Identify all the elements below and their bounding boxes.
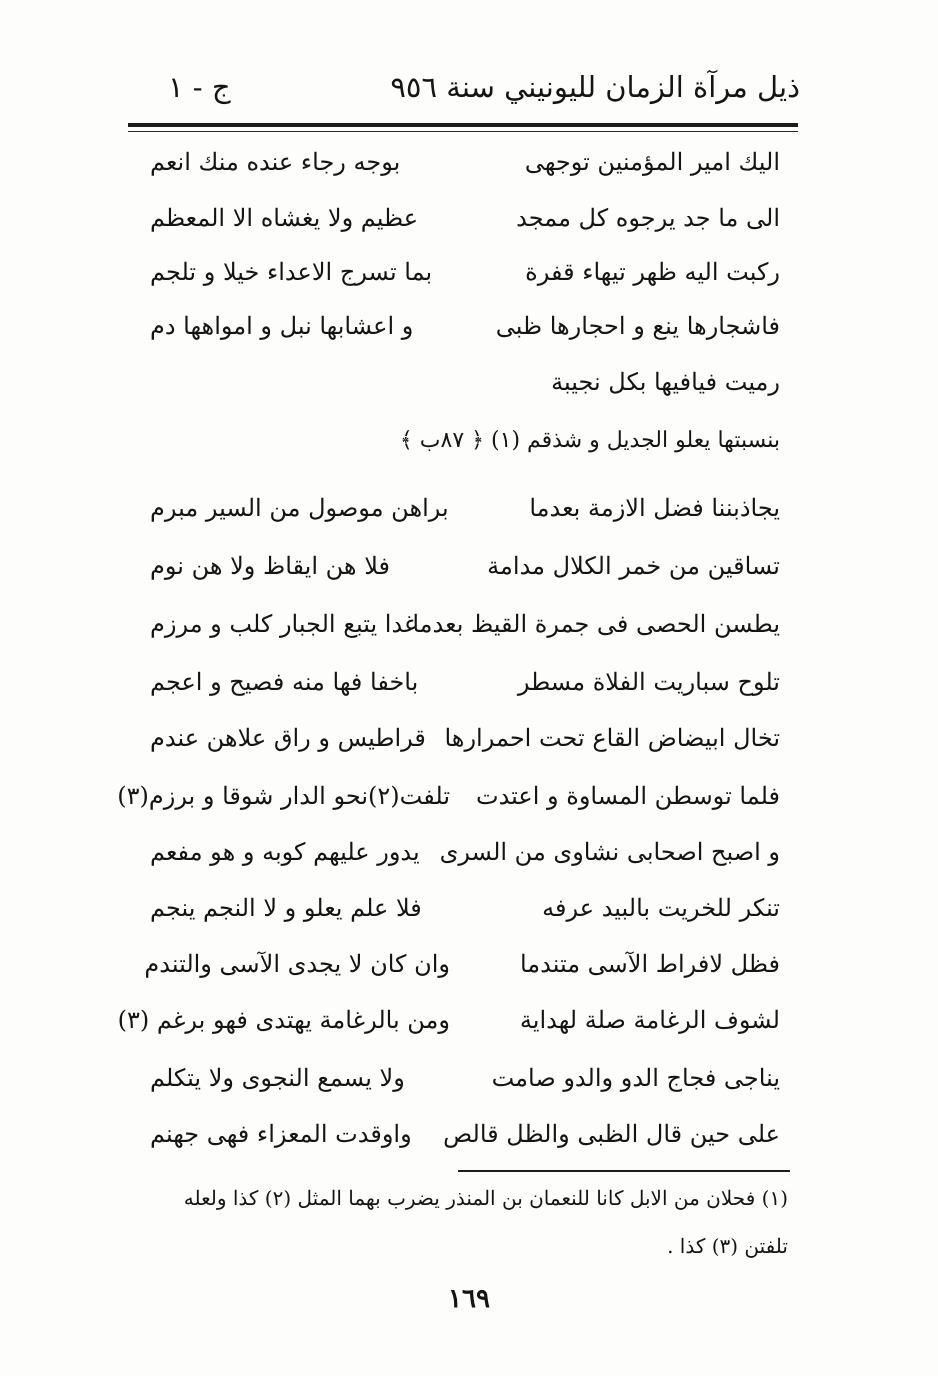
volume-label: ج - ١ — [168, 70, 231, 104]
page-number: ١٦٩ — [448, 1284, 490, 1314]
verse-second-hemistich: قراطيس و راق علاهن عندم — [150, 724, 426, 752]
verse-line — [150, 552, 780, 592]
verse-line — [150, 312, 780, 352]
verse-line — [150, 838, 780, 878]
footnote-rule — [458, 1170, 790, 1172]
verse-second-hemistich: براهن موصول من السير مبرم — [150, 494, 449, 522]
verse-first-hemistich: فظل لافراط الآسى متندما — [519, 950, 780, 978]
verse-second-hemistich: تلفت(٢)نحو الدار شوقا و برزم(٣) — [117, 782, 450, 810]
verse-first-hemistich: اليك امير المؤمنين توجهى — [524, 148, 780, 176]
verse-line — [117, 782, 780, 822]
verse-line — [150, 368, 780, 408]
verse-line — [150, 610, 780, 650]
verse-second-hemistich: غدا يتبع الجبار كلب و مرزم — [150, 610, 417, 638]
verse-first-hemistich: يناجى فجاج الدو والدو صامت — [491, 1064, 780, 1092]
header-rule-thin — [128, 131, 798, 132]
verse-line — [150, 494, 780, 534]
verse-first-hemistich: ركبت اليه ظهر تيهاء قفرة — [525, 258, 780, 286]
verse-second-hemistich: واوقدت المعزاء فهى جهنم — [150, 1120, 412, 1148]
verse-second-hemistich: عظيم ولا يغشاه الا المعظم — [150, 204, 419, 232]
verse-line — [144, 950, 780, 990]
verse-first-hemistich: يجاذبننا فضل الازمة بعدما — [529, 494, 780, 522]
verse-second-hemistich: ولا يسمع النجوى ولا يتكلم — [150, 1064, 405, 1092]
verse-line — [117, 1006, 780, 1046]
verse-first-hemistich: يطسن الحصى فى جمرة القيظ بعدما — [412, 610, 780, 638]
header-rule — [128, 123, 798, 127]
verse-second-hemistich: وان كان لا يجدى الآسى والتندم — [144, 950, 450, 978]
verse-second-hemistich: باخفا فها منه فصيح و اعجم — [150, 668, 419, 696]
verse-first-hemistich: تنكر للخريت بالبيد عرفه — [542, 894, 780, 922]
verse-second-hemistich: ومن بالرغامة يهتدى فهو برغم (٣) — [117, 1006, 450, 1034]
verse-first-hemistich: تخال ابيضاض القاع تحت احمرارها — [444, 724, 780, 752]
verse-line — [150, 258, 780, 298]
verse-second-hemistich: فلا هن ايقاظ ولا هن نوم — [150, 552, 390, 580]
verse-line — [150, 204, 780, 244]
verse-first-hemistich: رميت فيافيها بكل نجيبة — [551, 368, 780, 396]
footnote-line: تلفتن (٣) كذا . — [667, 1234, 788, 1258]
verse-line — [150, 148, 780, 188]
verse-second-hemistich: يدور عليهم كوبه و هو مفعم — [150, 838, 420, 866]
verse-line — [150, 1120, 780, 1160]
verse-line — [150, 668, 780, 708]
verse-first-hemistich: على حين قال الظبى والظل قالص — [443, 1120, 780, 1148]
verse-first-hemistich: الى ما جد يرجوه كل ممجد — [516, 204, 780, 232]
verse-first-hemistich: و اصبح اصحابى نشاوى من السرى — [439, 838, 780, 866]
verse-first-hemistich: لشوف الرغامة صلة لهداية — [519, 1006, 780, 1034]
verse-line — [150, 724, 780, 764]
verse-first-hemistich: فاشجارها ينع و احجارها ظبى — [495, 312, 780, 340]
running-title: ذيل مرآة الزمان لليونيني سنة ٩٥٦ — [390, 70, 800, 104]
verse-second-hemistich: بوجه رجاء عنده منك انعم — [150, 148, 401, 176]
verse-first-hemistich: تساقين من خمر الكلال مدامة — [487, 552, 780, 580]
verse-line — [150, 1064, 780, 1104]
verse-second-hemistich: بما تسرج الاعداء خيلا و تلجم — [150, 258, 433, 286]
verse-second-hemistich: و اعشابها نبل و امواهها دم — [150, 312, 414, 340]
verse-first-hemistich: تلوح سباريت الفلاة مسطر — [517, 668, 780, 696]
verse-second-hemistich: فلا علم يعلو و لا النجم ينجم — [150, 894, 422, 922]
verse-line — [150, 894, 780, 934]
verse-continuation-line: بنسبتها يعلو الجديل و شذقم (١) ﴿ ٨٧ب ﴾ — [399, 428, 780, 453]
footnote-line: (١) فحلان من الابل كانا للنعمان بن المنذر يضرب بهما المثل (٢) كذا ولعله — [183, 1186, 788, 1210]
verse-first-hemistich: فلما توسطن المساوة و اعتدت — [475, 782, 780, 810]
page-header — [150, 64, 800, 124]
